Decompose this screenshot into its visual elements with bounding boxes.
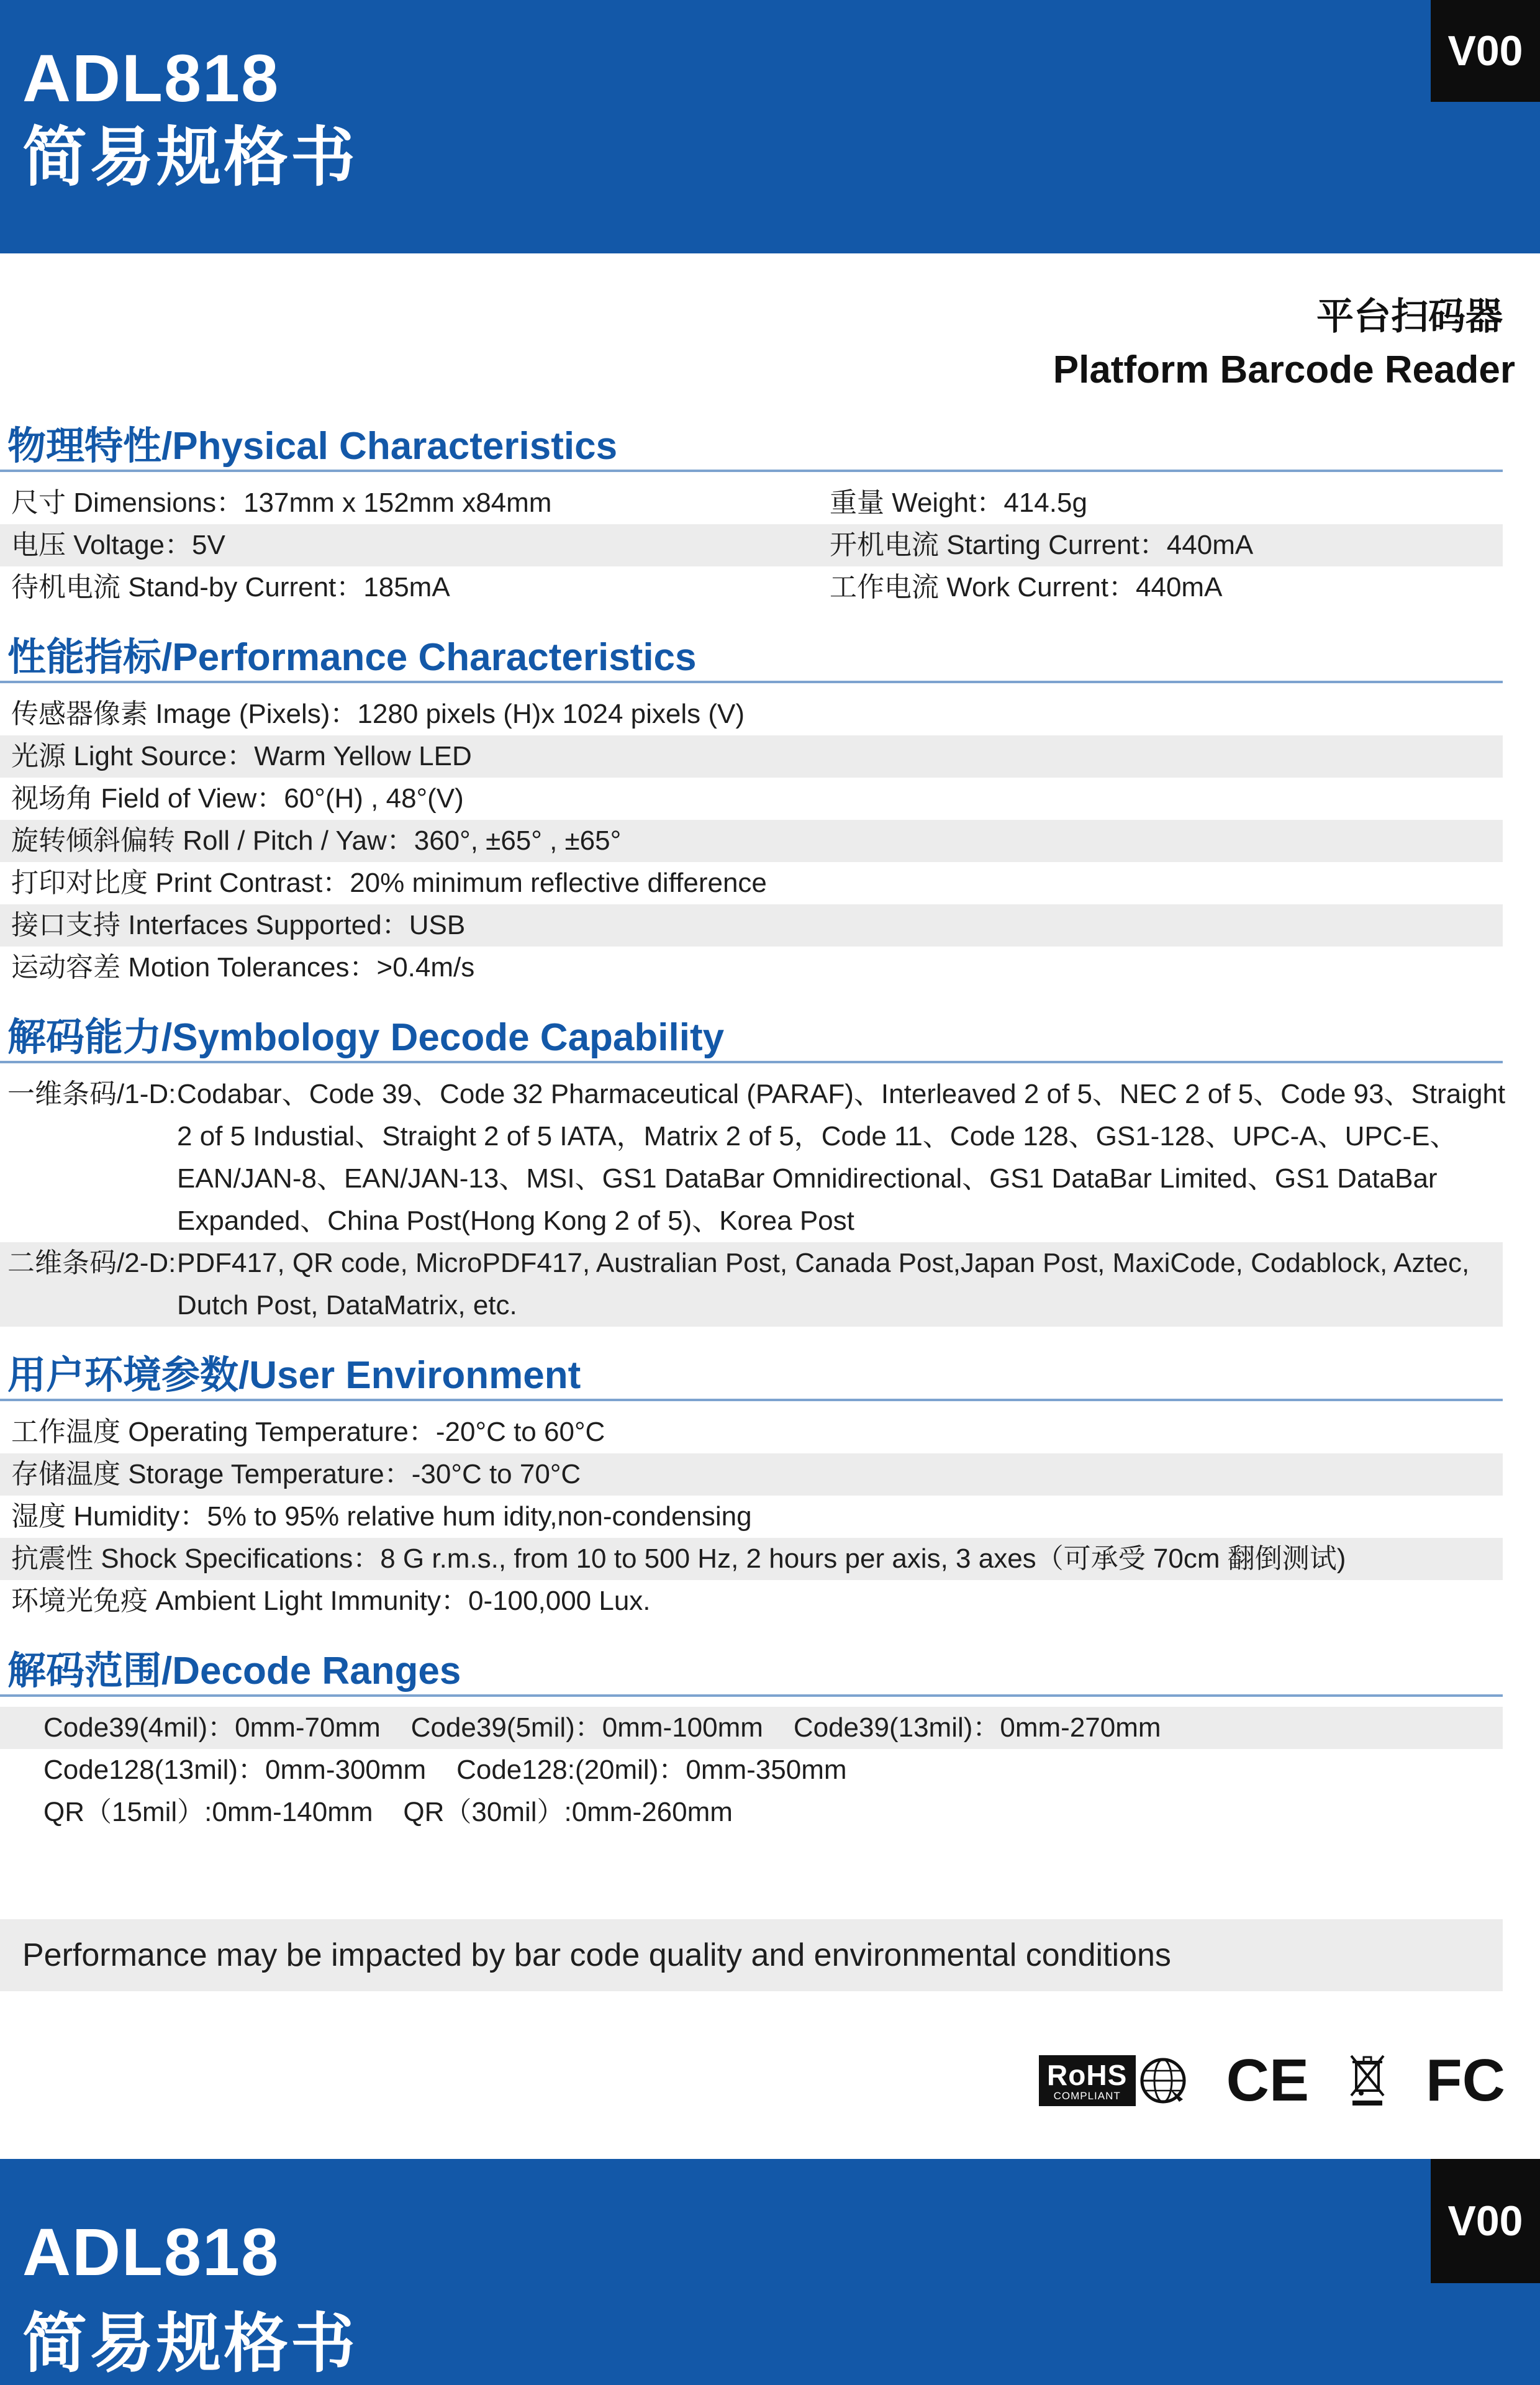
spec-operating-temperature: 工作温度 Operating Temperature：-20°C to 60°C [11, 1417, 605, 1447]
symbology-1d-list [177, 1073, 1506, 1242]
ranges-section [0, 1642, 1503, 1833]
symbology-line: PDF417, QR code, MicroPDF417, Australian Post, Canada Post,Japan Post, MaxiCode, Codablock, Aztec, [177, 1248, 1470, 1278]
spec-row [0, 904, 1503, 947]
section-divider [0, 1399, 1503, 1401]
symbology-2d-block [0, 1242, 1503, 1327]
symbology-line: EAN/JAN-8、EAN/JAN-13、MSI、GS1 DataBar Omnidirectional、GS1 DataBar Limited、GS1 DataBar [177, 1163, 1438, 1194]
range-code128: Code128(13mil)：0mm-300mm Code128:(20mil)：0mm-350mm [43, 1755, 847, 1785]
rohs-logo [1039, 2055, 1188, 2106]
spec-row [0, 524, 1503, 566]
physical-section [0, 417, 1503, 609]
spec-weight: 重量 Weight：414.5g [830, 488, 1087, 518]
rohs-text: RoHS [1047, 2058, 1128, 2091]
spec-row [0, 1411, 1503, 1453]
model-name: ADL818 [22, 40, 280, 116]
environment-section-title: 用户环境参数/User Environment [7, 1354, 581, 1397]
spec-work-current: 工作电流 Work Current：440mA [830, 572, 1223, 602]
section-divider [0, 1694, 1503, 1697]
bottom-footer-band [0, 2159, 1540, 2385]
physical-section-title: 物理特性/Physical Characteristics [7, 425, 618, 468]
performance-note-text: Performance may be impacted by bar code quality and environmental conditions [22, 1937, 1171, 1973]
symbology-1d-block [0, 1073, 1506, 1242]
spec-image-pixels: 传感器像素 Image (Pixels)：1280 pixels (H)x 1024 pixels (V) [11, 699, 745, 729]
spec-storage-temperature: 存储温度 Storage Temperature：-30°C to 70°C [11, 1459, 581, 1489]
rohs-compliant-text: COMPLIANT [1053, 2089, 1121, 2102]
certification-logos [1039, 2047, 1505, 2114]
symbology-section [0, 1009, 1506, 1327]
spec-standby-current: 待机电流 Stand-by Current：185mA [11, 572, 450, 602]
range-qr: QR（15mil）:0mm-140mm QR（30mil）:0mm-260mm [43, 1797, 733, 1827]
spec-print-contrast: 打印对比度 Print Contrast：20% minimum reflective difference [11, 868, 767, 898]
top-header-band [0, 0, 1540, 253]
spec-row [0, 566, 1503, 609]
spec-row [0, 862, 1503, 904]
spec-roll-pitch-yaw: 旋转倾斜偏转 Roll / Pitch / Yaw：360°, ±65° , ±65° [11, 825, 622, 856]
product-name-en: Platform Barcode Reader [1053, 348, 1515, 391]
rohs-badge [1039, 2055, 1136, 2106]
spec-row [0, 1496, 1503, 1538]
spec-row [0, 820, 1503, 862]
globe-icon [1138, 2056, 1188, 2106]
weee-bin-icon [1348, 2052, 1387, 2109]
footer-model-name: ADL818 [22, 2214, 280, 2289]
spec-row [0, 482, 1503, 524]
range-row [0, 1749, 1503, 1791]
symbology-line: Dutch Post, DataMatrix, etc. [177, 1290, 517, 1320]
product-name-cn: 平台扫码器 [1316, 296, 1503, 337]
spec-voltage: 电压 Voltage：5V [11, 530, 225, 560]
fcc-mark: FC [1426, 2047, 1505, 2114]
ranges-section-title: 解码范围/Decode Ranges [7, 1650, 461, 1692]
spec-row [0, 1538, 1503, 1580]
symbology-line: 2 of 5 Industial、Straight 2 of 5 IATA，Matrix 2 of 5，Code 11、Code 128、GS1-128、UPC-A、UPC-E、 [177, 1121, 1457, 1152]
spec-interfaces: 接口支持 Interfaces Supported：USB [11, 910, 466, 940]
range-row [0, 1791, 1503, 1833]
spec-row [0, 778, 1503, 820]
spec-ambient-light: 环境光免疫 Ambient Light Immunity：0-100,000 Lux. [11, 1586, 651, 1616]
section-divider [0, 1061, 1503, 1063]
symbology-section-title: 解码能力/Symbology Decode Capability [7, 1016, 725, 1059]
range-code39: Code39(4mil)：0mm-70mm Code39(5mil)：0mm-100mm Code39(13mil)：0mm-270mm [43, 1712, 1161, 1743]
performance-section [0, 629, 1503, 989]
spec-humidity: 湿度 Humidity：5% to 95% relative hum idity,non-condensing [11, 1501, 752, 1532]
symbology-line: Expanded、China Post(Hong Kong 2 of 5)、Korea Post [177, 1206, 854, 1236]
symbology-1d-label: 一维条码/1-D: [7, 1079, 176, 1109]
footer-document-title: 简易规格书 [22, 2308, 358, 2380]
range-row [0, 1707, 1503, 1749]
spec-shock: 抗震性 Shock Specifications：8 G r.m.s., from 10 to 500 Hz, 2 hours per axis, 3 axes（可承受 70cm 翻倒测试) [11, 1543, 1346, 1574]
performance-section-title: 性能指标/Performance Characteristics [7, 636, 697, 679]
spec-row [0, 947, 1503, 989]
spec-row [0, 1453, 1503, 1496]
ce-mark: CE [1226, 2047, 1310, 2114]
footer-version-badge: V00 [1431, 2159, 1540, 2283]
symbology-2d-label: 二维条码/2-D: [7, 1248, 176, 1278]
spec-row [0, 735, 1503, 778]
version-badge: V00 [1431, 0, 1540, 102]
section-divider [0, 470, 1503, 472]
symbology-line: Codabar、Code 39、Code 32 Pharmaceutical (PARAF)、Interleaved 2 of 5、NEC 2 of 5、Code 93、Straight [177, 1079, 1506, 1109]
symbology-2d-list [177, 1242, 1503, 1327]
section-divider [0, 681, 1503, 683]
spec-starting-current: 开机电流 Starting Current：440mA [830, 530, 1254, 560]
spec-motion-tolerance: 运动容差 Motion Tolerances：>0.4m/s [11, 952, 475, 983]
performance-note [0, 1919, 1503, 1991]
spec-field-of-view: 视场角 Field of View：60°(H) , 48°(V) [11, 783, 464, 814]
spec-dimensions: 尺寸 Dimensions：137mm x 152mm x84mm [11, 488, 552, 518]
spec-row [0, 1580, 1503, 1622]
environment-section [0, 1347, 1503, 1622]
spec-row [0, 693, 1503, 735]
spec-light-source: 光源 Light Source：Warm Yellow LED [11, 741, 472, 771]
document-title: 简易规格书 [22, 122, 358, 194]
